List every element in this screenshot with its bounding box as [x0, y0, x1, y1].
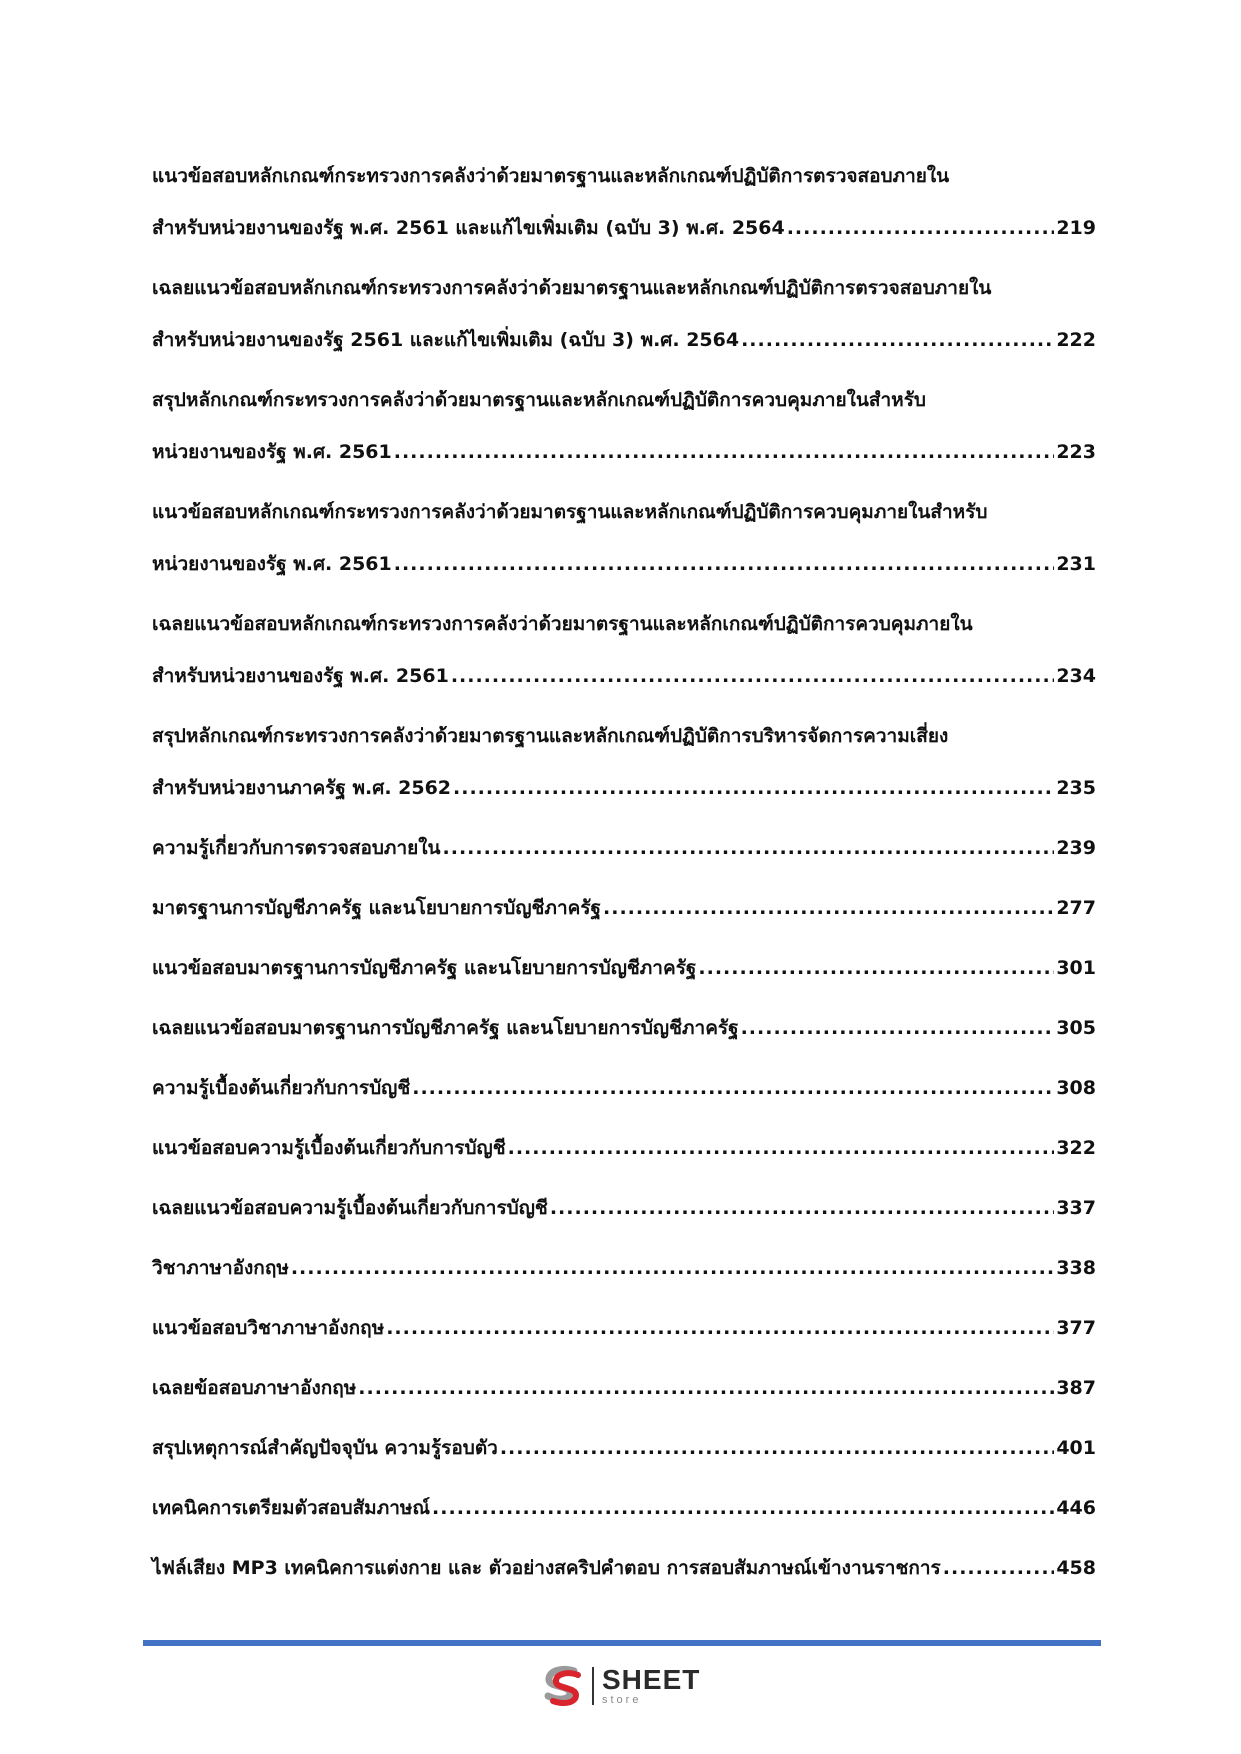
toc-entry[interactable]: [152, 710, 1096, 814]
toc-page-number: 305: [1056, 1017, 1096, 1039]
toc-page-number: 277: [1056, 897, 1096, 919]
toc-entry-title-line2: หน่วยงานของรัฐ พ.ศ. 2561: [152, 441, 392, 463]
dot-leader: [291, 1242, 1054, 1294]
toc-entry[interactable]: [152, 822, 1096, 874]
toc-entry-title-line2: สำหรับหน่วยงานของรัฐ พ.ศ. 2561 และแก้ไขเพิ่มเติม (ฉบับ 3) พ.ศ. 2564: [152, 217, 785, 239]
toc-entry[interactable]: [152, 1422, 1096, 1474]
toc-page-number: 231: [1056, 553, 1096, 575]
toc-page-number: 401: [1056, 1437, 1096, 1459]
toc-entry-title: เฉลยข้อสอบภาษาอังกฤษ: [152, 1377, 357, 1399]
dot-leader: [787, 202, 1055, 254]
toc-entry-title-line1: แนวข้อสอบหลักเกณฑ์กระทรวงการคลังว่าด้วยมาตรฐานและหลักเกณฑ์ปฏิบัติการควบคุมภายในสำหรับ: [152, 501, 988, 523]
dot-leader: [741, 314, 1054, 366]
toc-entry-title-line2: สำหรับหน่วยงานของรัฐ พ.ศ. 2561: [152, 665, 449, 687]
toc-page-number: 377: [1056, 1317, 1096, 1339]
toc-entry[interactable]: [152, 1302, 1096, 1354]
toc-entry-title: เทคนิคการเตรียมตัวสอบสัมภาษณ์: [152, 1497, 431, 1519]
toc-entry-title-line2: สำหรับหน่วยงานของรัฐ 2561 และแก้ไขเพิ่มเติม (ฉบับ 3) พ.ศ. 2564: [152, 329, 740, 351]
toc-entry-title: แนวข้อสอบมาตรฐานการบัญชีภาครัฐ และนโยบายการบัญชีภาครัฐ: [152, 957, 697, 979]
toc-entry-title: วิชาภาษาอังกฤษ: [152, 1257, 289, 1279]
table-of-contents: [152, 150, 1096, 1602]
toc-entry[interactable]: [152, 1482, 1096, 1534]
logo-separator: [592, 1667, 594, 1705]
toc-page-number: 308: [1056, 1077, 1096, 1099]
toc-entry[interactable]: [152, 374, 1096, 478]
dot-leader: [943, 1542, 1055, 1594]
toc-page-number: 219: [1056, 217, 1096, 239]
dot-leader: [698, 942, 1054, 994]
toc-entry-title-line1: สรุปหลักเกณฑ์กระทรวงการคลังว่าด้วยมาตรฐานและหลักเกณฑ์ปฏิบัติการบริหารจัดการความเสี่ยง: [152, 725, 949, 747]
footer-divider: [143, 1640, 1101, 1646]
toc-entry-title: ความรู้เบื้องต้นเกี่ยวกับการบัญชี: [152, 1077, 411, 1099]
toc-page-number: 446: [1056, 1497, 1096, 1519]
toc-entry[interactable]: [152, 150, 1096, 254]
toc-entry-title: แนวข้อสอบความรู้เบื้องต้นเกี่ยวกับการบัญชี: [152, 1137, 506, 1159]
toc-page-number: 338: [1056, 1257, 1096, 1279]
dot-leader: [358, 1362, 1054, 1414]
toc-entry[interactable]: [152, 942, 1096, 994]
dot-leader: [508, 1122, 1055, 1174]
toc-entry-title: มาตรฐานการบัญชีภาครัฐ และนโยบายการบัญชีภาครัฐ: [152, 897, 602, 919]
dot-leader: [741, 1002, 1055, 1054]
toc-page-number: 458: [1056, 1557, 1096, 1579]
toc-entry[interactable]: [152, 1002, 1096, 1054]
dot-leader: [412, 1062, 1054, 1114]
logo-sub-text: store: [602, 1694, 642, 1706]
dot-leader: [550, 1182, 1055, 1234]
toc-page-number: 239: [1056, 837, 1096, 859]
sheet-store-s-icon: [540, 1663, 586, 1709]
dot-leader: [453, 762, 1054, 814]
toc-entry[interactable]: [152, 882, 1096, 934]
toc-entry[interactable]: [152, 1062, 1096, 1114]
toc-entry-title: ความรู้เกี่ยวกับการตรวจสอบภายใน: [152, 837, 441, 859]
toc-page-number: 337: [1056, 1197, 1096, 1219]
toc-page-number: 387: [1056, 1377, 1096, 1399]
toc-entry[interactable]: [152, 1122, 1096, 1174]
dot-leader: [432, 1482, 1054, 1534]
toc-entry[interactable]: [152, 262, 1096, 366]
toc-page-number: 234: [1056, 665, 1096, 687]
toc-page-number: 223: [1056, 441, 1096, 463]
toc-page-number: 301: [1056, 957, 1096, 979]
toc-entry-title: แนวข้อสอบวิชาภาษาอังกฤษ: [152, 1317, 385, 1339]
toc-entry[interactable]: [152, 1182, 1096, 1234]
toc-entry-title-line1: เฉลยแนวข้อสอบหลักเกณฑ์กระทรวงการคลังว่าด้วยมาตรฐานและหลักเกณฑ์ปฏิบัติการควบคุมภายใน: [152, 613, 973, 635]
toc-entry-title: เฉลยแนวข้อสอบความรู้เบื้องต้นเกี่ยวกับการบัญชี: [152, 1197, 548, 1219]
toc-entry-title-line1: เฉลยแนวข้อสอบหลักเกณฑ์กระทรวงการคลังว่าด้วยมาตรฐานและหลักเกณฑ์ปฏิบัติการตรวจสอบภายใน: [152, 277, 992, 299]
dot-leader: [603, 882, 1054, 934]
toc-entry[interactable]: [152, 486, 1096, 590]
dot-leader: [394, 538, 1055, 590]
toc-entry[interactable]: [152, 1542, 1096, 1594]
toc-entry[interactable]: [152, 1242, 1096, 1294]
toc-entry[interactable]: [152, 598, 1096, 702]
dot-leader: [394, 426, 1055, 478]
dot-leader: [386, 1302, 1054, 1354]
toc-entry-title: เฉลยแนวข้อสอบมาตรฐานการบัญชีภาครัฐ และนโยบายการบัญชีภาครัฐ: [152, 1017, 739, 1039]
toc-page-number: 222: [1056, 329, 1096, 351]
toc-page-number: 322: [1056, 1137, 1096, 1159]
toc-entry-title: สรุปเหตุการณ์สำคัญปัจจุบัน ความรู้รอบตัว: [152, 1437, 498, 1459]
toc-entry-title: ไฟล์เสียง MP3 เทคนิคการแต่งกาย และ ตัวอย่างสคริปคำตอบ การสอบสัมภาษณ์เข้างานราชการ: [152, 1557, 941, 1579]
dot-leader: [443, 822, 1055, 874]
toc-entry-title-line1: สรุปหลักเกณฑ์กระทรวงการคลังว่าด้วยมาตรฐานและหลักเกณฑ์ปฏิบัติการควบคุมภายในสำหรับ: [152, 389, 926, 411]
toc-page-number: 235: [1056, 777, 1096, 799]
sheet-store-logo: [540, 1660, 700, 1712]
dot-leader: [451, 650, 1055, 702]
logo-brand-text: SHEET: [602, 1664, 701, 1695]
toc-entry-title-line1: แนวข้อสอบหลักเกณฑ์กระทรวงการคลังว่าด้วยมาตรฐานและหลักเกณฑ์ปฏิบัติการตรวจสอบภายใน: [152, 165, 950, 187]
toc-entry-title-line2: หน่วยงานของรัฐ พ.ศ. 2561: [152, 553, 392, 575]
toc-entry[interactable]: [152, 1362, 1096, 1414]
toc-entry-title-line2: สำหรับหน่วยงานภาครัฐ พ.ศ. 2562: [152, 777, 452, 799]
dot-leader: [500, 1422, 1054, 1474]
